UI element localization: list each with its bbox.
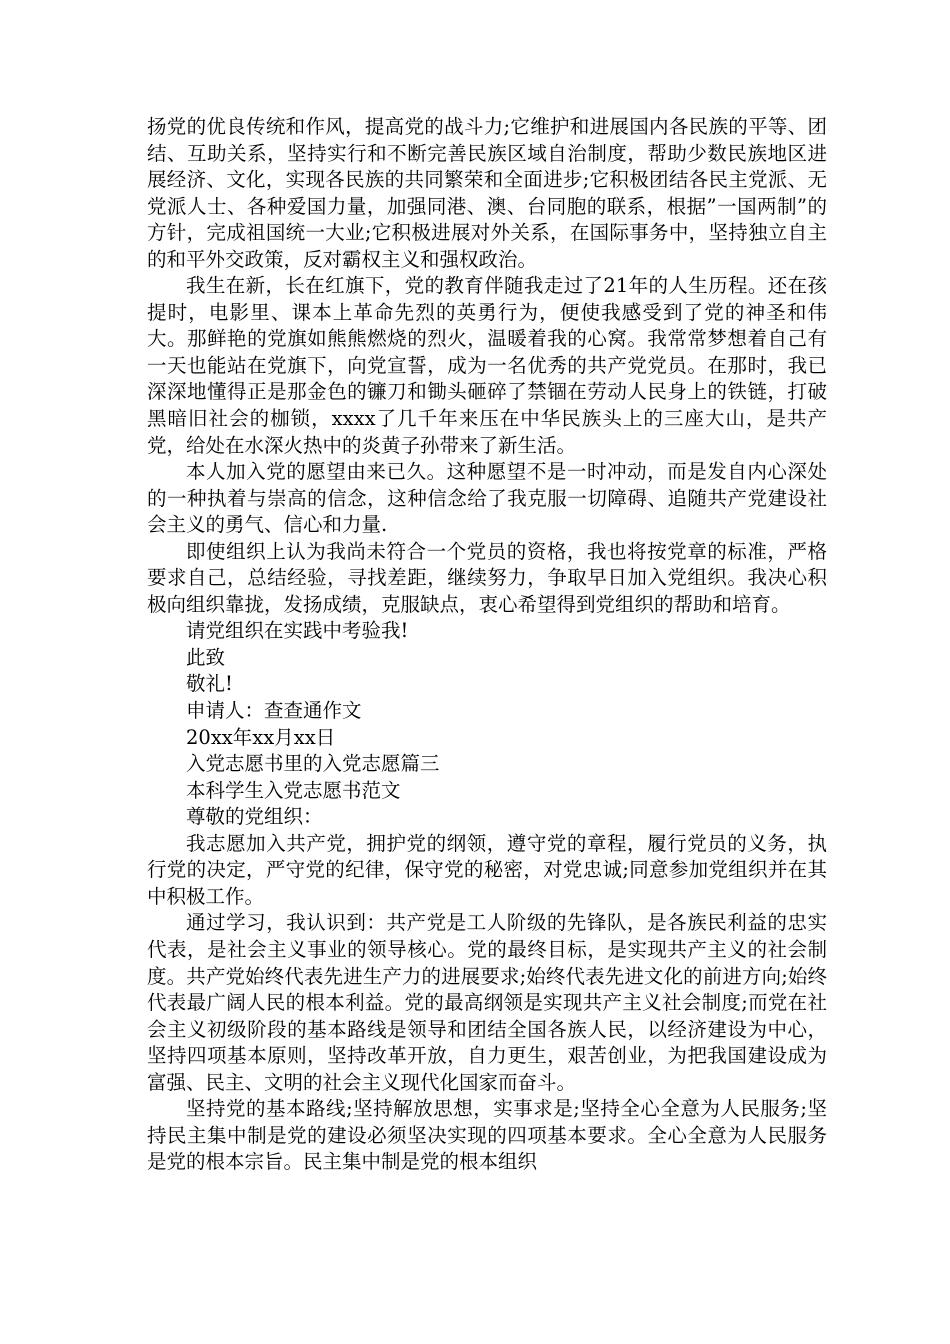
section-heading: 入党志愿书里的入党志愿篇三 (186, 752, 440, 776)
paragraph-understanding: 通过学习，我认识到：共产党是工人阶级的先锋队，是各族民利益的忠实代表，是社会主义事业的领导核心。党的最终目标，是实现共产主义的社会制度。共产党始终代表先进生产力的进展要求;始终代表先进文化的前进方向;始终代表最广阔人民的根本利益。党的最高纲领是实现共产主义社会制度;而党在社会主义初级阶段的基本路线是领导和团结全国各族人民，以经济建设为中心，坚持四项基本原则，坚持改革开放，自力更生，艰苦创业，为把我国建设成为富强、民主、文明的社会主义现代化国家而奋斗。 (147, 911, 827, 1094)
section-subheading: 本科学生入党志愿书范文 (186, 778, 401, 802)
document-page (147, 114, 827, 1176)
paragraph-commitment: 即使组织上认为我尚未符合一个党员的资格，我也将按党章的标准，严格要求自己，总结经验，寻找差距，继续努力，争取早日加入党组织。我决心积极向组织靠拢，发扬成绩，克服缺点，衷心希望得到党组织的帮助和培育。 (147, 539, 827, 616)
paragraph-wish: 本人加入党的愿望由来已久。这种愿望不是一时冲动，而是发自内心深处的一种执着与崇高的信念，这种信念给了我克服一切障碍、追随共产党建设社会主义的勇气、信心和力量. (147, 460, 827, 537)
paragraph-continuation: 扬党的优良传统和作风，提高党的战斗力;它维护和进展国内各民族的平等、团结、互助关系，坚持实行和不断完善民族区域自治制度，帮助少数民族地区进展经济、文化，实现各民族的共同繁荣和全面进步;它积极团结各民主党派、无党派人士、各种爱国力量，加强同港、澳、台同胞的联系，根据”一国两制”的方针，完成祖国统一大业;它积极进展对外关系，在国际事务中，坚持独立自主的和平外交政策，反对霸权主义和强权政治。 (147, 115, 827, 271)
salutation-jingli: 敬礼! (186, 672, 233, 696)
closing-line: 请党组织在实践中考验我! (186, 619, 409, 643)
salutation-cizhi: 此致 (186, 645, 226, 669)
date-line: 20xx年xx月xx日 (186, 725, 336, 749)
paragraph-pledge: 我志愿加入共产党，拥护党的纲领，遵守党的章程，履行党员的义务，执行党的决定，严守党的纪律，保守党的秘密，对党忠诚;同意参加党组织并在其中积极工作。 (147, 831, 827, 908)
paragraph-basic-line: 坚持党的基本路线;坚持解放思想，实事求是;坚持全心全意为人民服务;坚持民主集中制是党的建设必须坚决实现的四项基本要求。全心全意为人民服务是党的根本宗旨。民主集中制是党的根本组织 (147, 1097, 827, 1174)
applicant-line: 申请人：查查通作文 (186, 699, 362, 723)
paragraph-personal-history: 我生在新，长在红旗下，党的教育伴随我走过了21年的人生历程。还在孩提时，电影里、课本上革命先烈的英勇行为，便使我感受到了党的神圣和伟大。那鲜艳的党旗如熊熊燃烧的烈火，温暖着我的心窝。我常常梦想着自己有一天也能站在党旗下，向党宣誓，成为一名优秀的共产党党员。在那时，我已深深地懂得正是那金色的镰刀和锄头砸碎了禁锢在劳动人民身上的铁链，打破黑暗旧社会的枷锁，xxxx了几千年来压在中华民族头上的三座大山，是共产党，给处在水深火热中的炎黄子孙带来了新生活。 (147, 274, 827, 457)
greeting-line: 尊敬的党组织： (186, 805, 323, 829)
